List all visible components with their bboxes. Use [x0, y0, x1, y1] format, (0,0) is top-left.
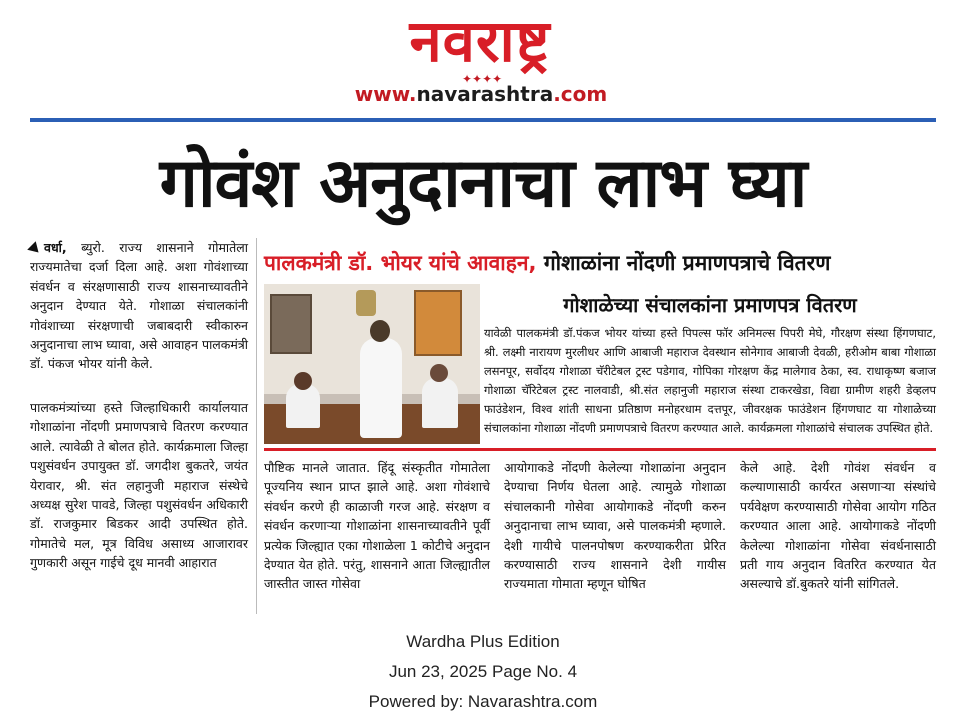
box-body: यावेळी पालकमंत्री डॉ.पंकज भोयर यांच्या हस्ते पिपल्स फॉर अनिमल्स पिपरी मेघे, गौरक्षण संस्था हिंगणघाट, श्री. लक्ष्मी नारायण मुरलीधर आणि आबाजी महाराज देवस्थान सोनेगाव आबाजी देवळी, हरीओम बाबा गोशाळा लसनपूर, सर्वोदय गोशाळा चॅरीटेबल ट्रस्ट पडेगाव, गोपिका गोरक्षण केंद्र मालेगाव ठेका, स्व. राधाकृष्ण बजाज गोशाळा चॅरिटेबल ट्रस्ट नालवाडी, श्री.संत लहानुजी महाराज संस्था टाकरखेडा, विद्या ग्रामीण शहरी डेव्हलप फाउंडेशन, विश्व शांती साधना प्रतिष्ठाण मनोहरधाम दत्तपूर, जीवरक्षक फाउंडेशन हिंगणघाट या गोशाळेच्या संचालकांना गोशाळा नोंदणी प्रमाणपत्राचे वितरण करण्यात आले. कार्यक्रमला गोशाळांचे संचालक उपस्थित होते.: [484, 326, 936, 435]
article-column-4: केले आहे. देशी गोवंश संवर्धन व कल्याणासाठी कार्यरत असणाऱ्या संस्थांचे पर्यवेक्षण करण्यासाठी गोसेवा आयोग गठित करण्यात आला आहे. आयोगाकडे नोंदणी केलेल्या गोशाळांना गोसेवा संवर्धनासाठी प्रती गाय अनुदान वितरित करण्यात येत असल्याचे डॉ.बुकतरे यांनी सांगितले.: [740, 460, 936, 592]
page-headline: गोवंश अनुदानाचा लाभ घ्या: [159, 144, 807, 223]
website-prefix: www.: [354, 82, 417, 106]
section-divider: [264, 448, 936, 451]
masthead-stars: ✦✦✦✦: [462, 72, 503, 86]
masthead-logo: नवराष्ट्र: [409, 7, 551, 75]
edition-label: Wardha Plus Edition: [406, 632, 560, 651]
article-para-2: पालकमंत्र्यांच्या हस्ते जिल्हाधिकारी कार्यालयात गोशाळांना नोंदणी प्रमाणपत्राचे वितरण करण्यात आले. त्यावेळी ते बोलत होते. कार्यक्रमाला जिल्हा पशुसंवर्धन उपायुक्त डॉ. जगदीश बुकतरे, जयंत येरावार, श्री. संत लहानुजी महाराज संस्थेचे अध्यक्ष सुरेश पावडे, जिल्हा पशुसंवर्धन अधिकारी डॉ. राजकुमार बिडकर आदी उपस्थित होते. गोमातेचे मल, मूत्र विविध असाध्य आजारावर गुणकारी असून गाईचे दूध मानवी आहारात: [30, 400, 248, 571]
subheadline-black: गोशाळांना नोंदणी प्रमाणपत्राचे वितरण: [543, 251, 831, 275]
article-column-3: आयोगाकडे नोंदणी केलेल्या गोशाळांना अनुदान देण्याचा निर्णय घेतला आहे. त्यामुळे गोशाळा संचालकानी गोसेवा आयोगाकडे नोंदणी करुन अनुदानाचा लाभ घ्यावा, असे पालकमंत्री म्हणाले. देशी गायीचे पालनपोषण करण्याकरीता प्रेरित करण्यासाठी राज्य शासनाने देशी गायीस राज्यमाता गोमाता म्हणून घोषित: [504, 460, 726, 592]
column-divider: [256, 238, 257, 614]
subheadline-red: पालकमंत्री डॉ. भोयर यांचे आवाहन,: [264, 251, 537, 275]
portrait-frame-left: [270, 294, 312, 354]
powered-by-label: Powered by: Navarashtra.com: [368, 692, 598, 711]
emblem-icon: [356, 290, 376, 316]
article-column-2: पौष्टिक मानले जातात. हिंदू संस्कृतीत गोमातेला पूज्यनिय स्थान प्राप्त झाले आहे. अशा गोवंशाचे संवर्धन करणे ही काळाजी गरज आहे. संरक्षण व संवर्धन करणाऱ्या गोशाळांना शासनाच्यावतीने पूर्वी प्रत्येक जिल्ह्यात एका गोशाळेला 1 कोटीचे अनुदान देण्यात येत होते. परंतु, शासनाने आता जिल्ह्यातील जास्तीत जास्त गोसेवा: [264, 460, 490, 592]
page-date-label: Jun 23, 2025 Page No. 4: [388, 662, 578, 681]
article-para-1: ब्युरो. राज्य शासनाने गोमातेला राज्यमातेचा दर्जा दिला आहे. अशा गोवंशाच्या संवर्धन व संरक्षणासाठी राज्य शासनाच्यावतीने अनुदान देण्यात येते. गोशाळा संचालकांनी गोवंशाच्या संरक्षणाची जबाबदारी स्वीकारुन अनुदानाचा लाभ घ्यावा, असे आवाहन पालकमंत्री डॉ. पंकज भोयर यांनी केले.: [30, 240, 248, 372]
website-suffix: .com: [553, 82, 608, 106]
top-divider: [30, 118, 936, 122]
subheadline: [264, 248, 936, 278]
portrait-frame-right: [414, 290, 462, 356]
website-main: navarashtra: [416, 82, 554, 106]
website-link[interactable]: [324, 82, 638, 106]
dateline: वर्धा,: [44, 240, 67, 255]
news-photo: [264, 284, 480, 444]
pointer-icon: [27, 241, 43, 257]
box-title: गोशाळेच्या संचालकांना प्रमाणपत्र वितरण: [563, 293, 857, 317]
